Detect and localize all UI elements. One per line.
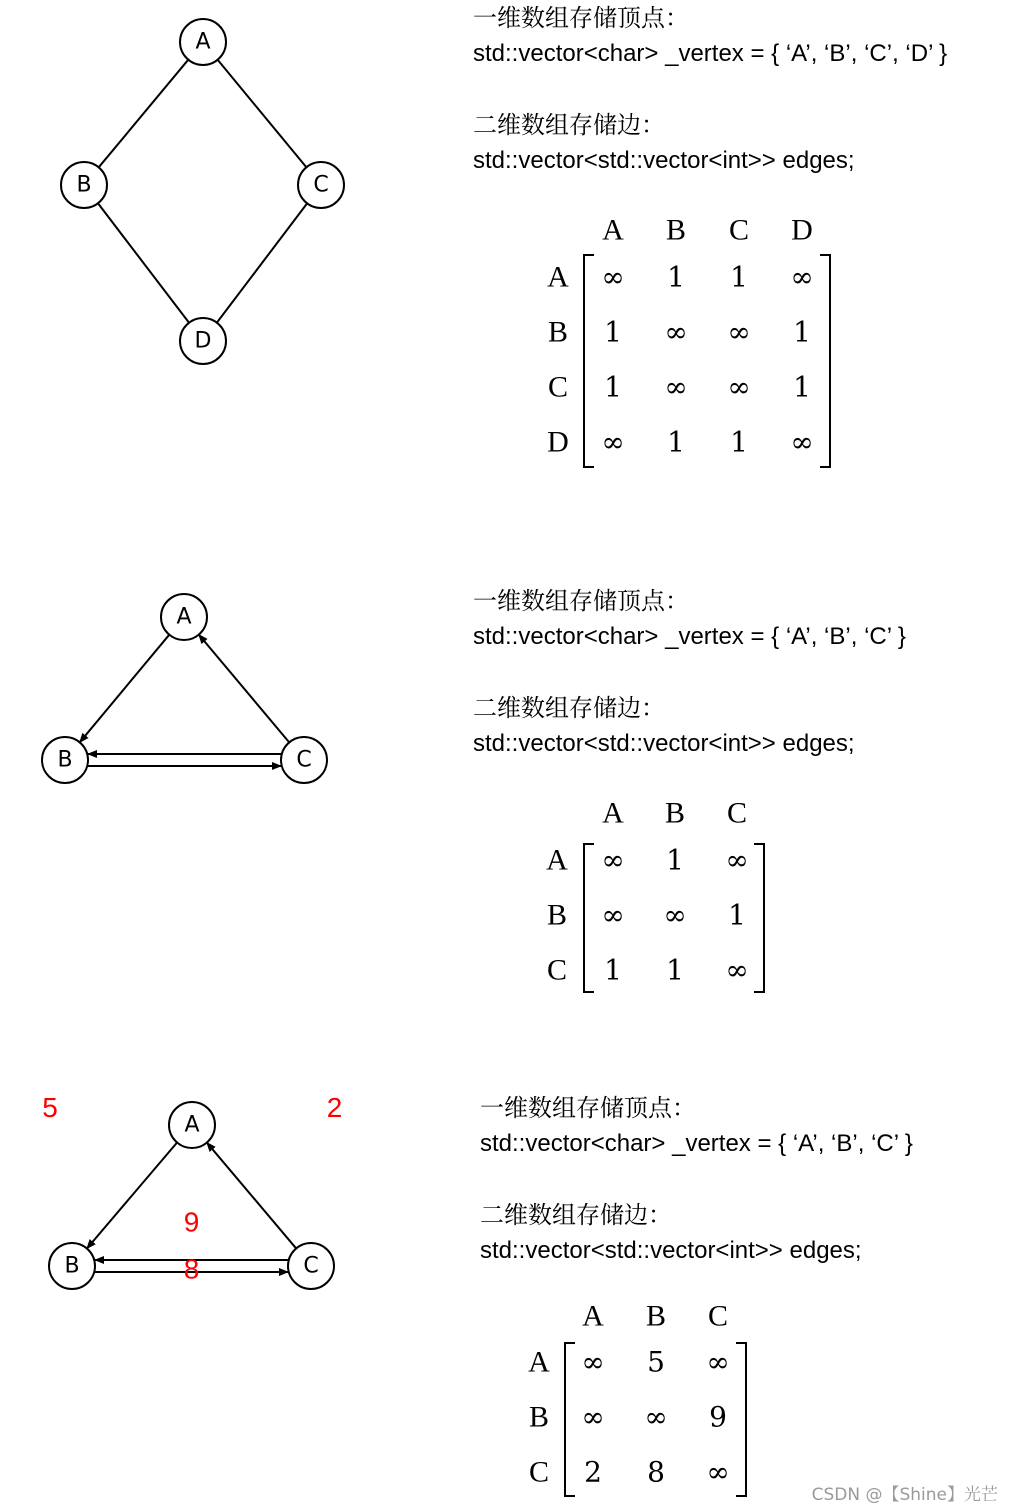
matrix-cell: 1 <box>730 260 748 294</box>
matrix-cell: ∞ <box>601 898 625 932</box>
matrix-row-label: D <box>547 425 569 459</box>
matrix-cell: 1 <box>604 315 622 349</box>
matrix-right-bracket <box>820 255 830 467</box>
matrix-cell: ∞ <box>725 843 749 877</box>
matrix-row-label: C <box>547 370 569 404</box>
matrix-col-label: C <box>728 213 750 247</box>
matrix-cell: 1 <box>667 260 685 294</box>
matrix-cell: 8 <box>647 1455 665 1489</box>
matrix-cell: ∞ <box>644 1400 668 1434</box>
vertex-heading: 一维数组存储顶点： <box>473 4 689 32</box>
matrix-cell: 1 <box>728 898 746 932</box>
matrix-left-bracket <box>565 1343 575 1496</box>
matrix-col-label: B <box>645 1299 667 1333</box>
vertex-code: std::vector<char> _vertex = { ‘A’, ‘B’, ‘C’ } <box>480 1130 913 1157</box>
node-label-A: A <box>176 604 192 630</box>
figure-weighted-graph <box>0 1088 1014 1511</box>
matrix-col-label: B <box>664 796 686 830</box>
matrix-right-bracket <box>754 844 764 992</box>
matrix-cell: 1 <box>793 315 811 349</box>
matrix-col-label: B <box>665 213 687 247</box>
edge-weight-C-B: 8 <box>183 1253 200 1285</box>
matrix-col-label: C <box>726 796 748 830</box>
matrix-col-label: A <box>602 213 624 247</box>
edge-weight-C-A: 2 <box>326 1092 343 1123</box>
matrix-cell: ∞ <box>727 370 751 404</box>
matrix-col-label: A <box>602 796 624 830</box>
vertex-heading: 一维数组存储顶点： <box>480 1094 696 1122</box>
node-label-A: A <box>195 29 211 55</box>
edge-code: std::vector<std::vector<int>> edges; <box>480 1237 862 1264</box>
matrix-row-label: B <box>547 315 569 349</box>
node-label-A: A <box>184 1112 200 1138</box>
adjacency-matrix <box>0 580 1014 1020</box>
matrix-row-label: B <box>546 898 568 932</box>
matrix-cell: 2 <box>584 1455 602 1489</box>
matrix-cell: ∞ <box>664 315 688 349</box>
adjacency-matrix <box>0 1088 1014 1511</box>
matrix-cell: ∞ <box>790 425 814 459</box>
adjacency-matrix <box>0 0 1014 520</box>
matrix-cell: ∞ <box>664 370 688 404</box>
edge-code: std::vector<std::vector<int>> edges; <box>473 730 855 757</box>
watermark: CSDN @【Shine】光芒 <box>811 1485 998 1505</box>
matrix-left-bracket <box>584 844 594 992</box>
matrix-left-bracket <box>584 255 594 467</box>
matrix-cell: ∞ <box>581 1345 605 1379</box>
matrix-cell: ∞ <box>601 425 625 459</box>
figure-directed-graph <box>0 580 1014 1020</box>
vertex-code: std::vector<char> _vertex = { ‘A’, ‘B’, ‘C’, ‘D’ } <box>473 40 948 67</box>
matrix-cell: 5 <box>647 1345 665 1379</box>
vertex-heading: 一维数组存储顶点： <box>473 587 689 615</box>
matrix-cell: ∞ <box>706 1455 730 1489</box>
edge-code: std::vector<std::vector<int>> edges; <box>473 147 855 174</box>
figure-undirected-graph <box>0 0 1014 520</box>
matrix-row-label: C <box>528 1455 550 1489</box>
matrix-cell: 1 <box>666 953 684 987</box>
edge-weight-B-C: 9 <box>183 1206 200 1238</box>
edge-weight-A-B: 5 <box>42 1092 58 1123</box>
matrix-cell: 1 <box>604 370 622 404</box>
matrix-cell: ∞ <box>706 1345 730 1379</box>
node-label-C: C <box>313 172 329 198</box>
matrix-row-label: B <box>528 1400 550 1434</box>
matrix-row-label: A <box>547 260 569 294</box>
edge-heading: 二维数组存储边： <box>473 694 665 722</box>
matrix-cell: ∞ <box>725 953 749 987</box>
edge-heading: 二维数组存储边： <box>473 111 665 139</box>
node-label-B: B <box>76 172 92 198</box>
matrix-cell: 9 <box>709 1400 727 1434</box>
node-label-C: C <box>296 747 312 773</box>
matrix-cell: 1 <box>793 370 811 404</box>
node-label-C: C <box>303 1253 319 1279</box>
matrix-cell: ∞ <box>581 1400 605 1434</box>
matrix-cell: 1 <box>604 953 622 987</box>
matrix-cell: ∞ <box>727 315 751 349</box>
matrix-cell: ∞ <box>663 898 687 932</box>
edge-heading: 二维数组存储边： <box>480 1201 672 1229</box>
matrix-cell: 1 <box>730 425 748 459</box>
matrix-row-label: C <box>546 953 568 987</box>
node-label-D: D <box>194 328 212 354</box>
matrix-col-label: D <box>791 213 813 247</box>
matrix-row-label: A <box>546 843 568 877</box>
matrix-cell: ∞ <box>601 843 625 877</box>
matrix-cell: ∞ <box>790 260 814 294</box>
matrix-cell: 1 <box>667 425 685 459</box>
matrix-cell: ∞ <box>601 260 625 294</box>
matrix-col-label: C <box>707 1299 729 1333</box>
node-label-B: B <box>64 1253 80 1279</box>
vertex-code: std::vector<char> _vertex = { ‘A’, ‘B’, ‘C’ } <box>473 623 906 650</box>
node-label-B: B <box>57 747 73 773</box>
matrix-right-bracket <box>736 1343 746 1496</box>
matrix-col-label: A <box>582 1299 604 1333</box>
matrix-row-label: A <box>528 1345 550 1379</box>
matrix-cell: 1 <box>666 843 684 877</box>
